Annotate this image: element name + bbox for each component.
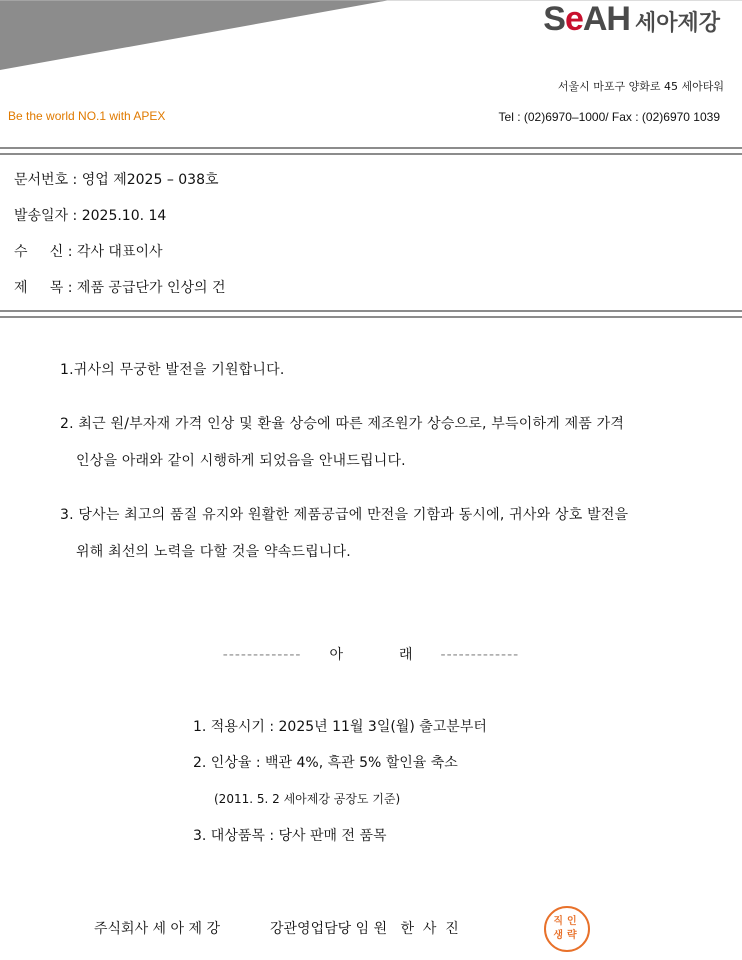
logo-latin: SeAH [543,0,630,38]
seal-line-1: 직인 [553,916,581,927]
divider-top-1 [0,147,742,149]
company-address: 서울시 마포구 양화로 45 세아타워 [557,80,724,93]
footer-company: 주식회사 세 아 제 강 [94,921,220,937]
item-3: 3. 대상품목 : 당사 판매 전 품목 [193,828,387,844]
send-date-label: 발송일자 : [14,208,82,224]
paragraph-2-line-1: 2. 최근 원/부자재 가격 인상 및 환율 상승에 따른 제조원가 상승으로, 부득이하게 제품 가격 [60,416,625,432]
dashes-right: ------------- [440,647,520,663]
below-word-2: 래 [399,647,413,663]
paragraph-3-line-1: 3. 당사는 최고의 품질 유지와 원활한 제품공급에 만전을 기함과 동시에, 귀사와 상호 발전을 [60,507,629,523]
divider-mid-1 [0,310,742,312]
subject: 제품 공급단가 인상의 건 [76,280,226,296]
seal-line-2: 생략 [553,930,581,941]
subject-row [14,277,226,297]
send-date: 2025.10. 14 [81,208,167,224]
doc-number: 영업 제2025 – 038호 [81,172,219,188]
paragraph-1: 1.귀사의 무궁한 발전을 기원합니다. [60,362,285,378]
logo-korean: 세아제강 [634,11,720,36]
paragraph-2-line-2: 인상을 아래와 같이 시행하게 되었음을 안내드립니다. [76,453,406,469]
item-2-note: (2011. 5. 2 세아제강 공장도 기준) [214,792,401,806]
company-slogan: Be the world NO.1 with APEX [8,109,166,123]
divider-top-2 [0,153,742,155]
footer-signatory: 강관영업담당 임 원 한 사 진 [270,921,459,937]
subject-label: 제 목 : [14,280,77,296]
recipient-label: 수 신 : [14,244,77,260]
company-logo [543,0,720,39]
company-contact: Tel : (02)6970–1000/ Fax : (02)6970 1039 [498,110,720,124]
send-date-row [14,205,166,225]
official-seal [544,906,590,952]
paragraph-3-line-2: 위해 최선의 노력을 다할 것을 약속드립니다. [76,544,351,560]
item-1: 1. 적용시기 : 2025년 11월 3일(월) 출고분부터 [193,719,487,735]
recipient: 각사 대표이사 [76,244,163,260]
dashes-left: ------------- [222,647,302,663]
doc-number-row [14,169,219,189]
below-word-1: 아 [329,647,343,663]
recipient-row [14,241,163,261]
below-separator [0,644,742,664]
divider-mid-2 [0,316,742,318]
item-2: 2. 인상율 : 백관 4%, 흑관 5% 할인율 축소 [193,755,458,771]
doc-number-label: 문서번호 : [14,172,82,188]
